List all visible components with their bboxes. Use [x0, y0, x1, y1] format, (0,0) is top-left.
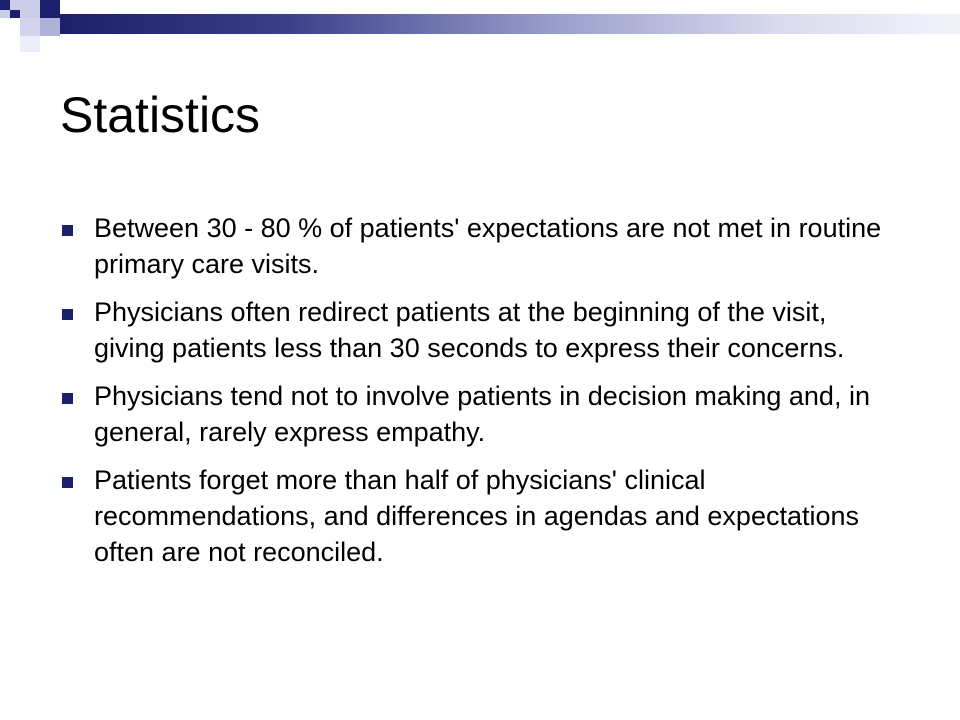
- decorative-square: [0, 0, 10, 10]
- bullet-item: [60, 294, 900, 366]
- bullet-text: Physicians often redirect patients at the beginning of the visit, giving patients less than 30 seconds to express their concerns.: [94, 297, 845, 363]
- decorative-square: [20, 0, 40, 18]
- bullet-text: Between 30 - 80 % of patients' expectations are not met in routine primary care visits.: [94, 213, 882, 279]
- decorative-square: [0, 10, 10, 18]
- header-gradient-bar: [60, 14, 960, 34]
- decorative-square: [40, 0, 60, 18]
- bullet-item: [60, 378, 900, 450]
- bullet-text: Physicians tend not to involve patients in decision making and, in general, rarely express empathy.: [94, 381, 870, 447]
- decorative-square: [40, 18, 60, 36]
- bullet-item: [60, 462, 900, 570]
- decorative-square: [10, 0, 20, 10]
- square-bullet-icon: [62, 309, 73, 320]
- square-bullet-icon: [62, 393, 73, 404]
- square-bullet-icon: [62, 477, 73, 488]
- slide-title: Statistics: [60, 87, 261, 143]
- bullet-text: Patients forget more than half of physicians' clinical recommendations, and differences in agendas and expectations often are not reconciled.: [94, 465, 860, 567]
- decorative-square: [20, 18, 40, 36]
- decorative-square: [10, 10, 20, 18]
- bullet-list: [60, 210, 900, 582]
- square-bullet-icon: [62, 225, 73, 236]
- bullet-item: [60, 210, 900, 282]
- decorative-square: [20, 36, 40, 52]
